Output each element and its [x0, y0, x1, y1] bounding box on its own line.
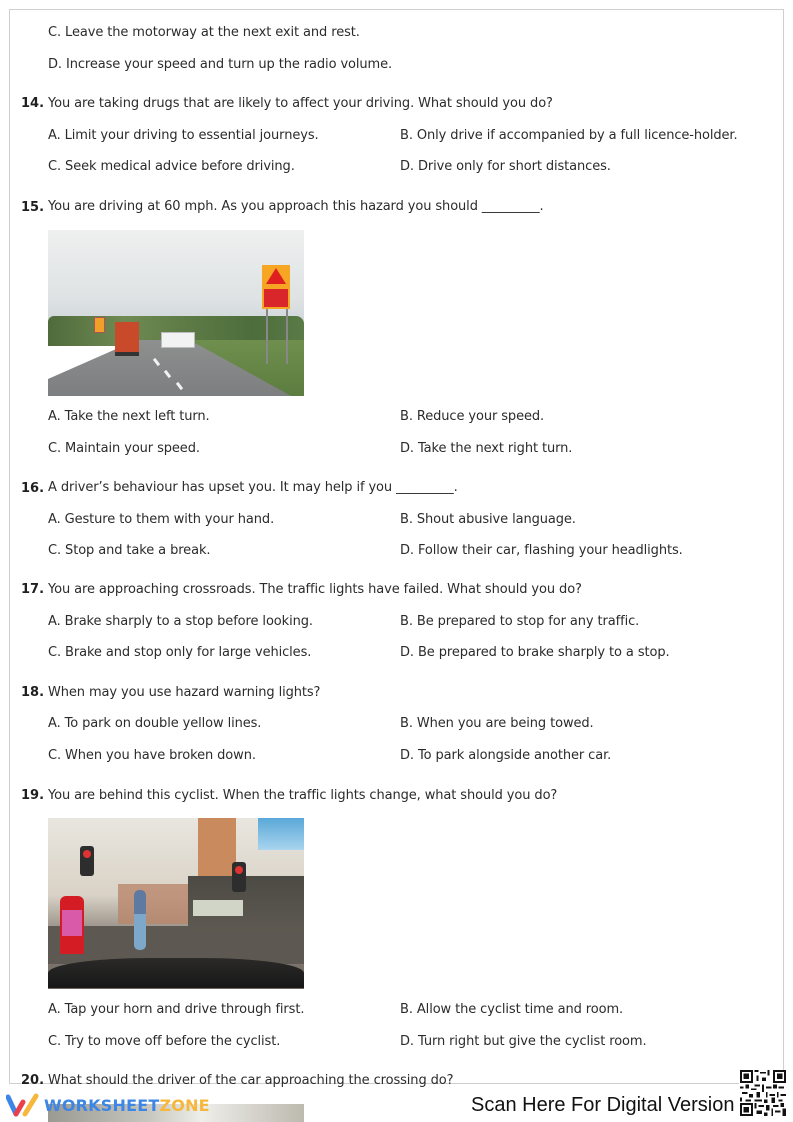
option-b: B. Only drive if accompanied by a full licence-holder.	[400, 128, 738, 143]
option-a: A. Brake sharply to a stop before looking.	[48, 614, 313, 629]
sign-post	[286, 309, 288, 364]
worksheetzone-logo[interactable]	[6, 1092, 210, 1118]
question-number: 14.	[21, 96, 45, 111]
cyclist	[134, 890, 146, 950]
question-text: What should the driver of the car approaching the crossing do?	[48, 1073, 454, 1088]
option-d: D. Be prepared to brake sharply to a stop.	[400, 645, 670, 660]
option-c: C. Maintain your speed.	[48, 441, 200, 456]
worksheetzone-logo-icon	[6, 1093, 40, 1117]
option-d: D. Follow their car, flashing your headlights.	[400, 543, 683, 558]
question-text: When may you use hazard warning lights?	[48, 685, 321, 700]
question-text: You are behind this cyclist. When the traffic lights change, what should you do?	[48, 788, 558, 803]
option-d: D. Take the next right turn.	[400, 441, 573, 456]
question-number: 19.	[21, 788, 45, 803]
option-a: A. Limit your driving to essential journeys.	[48, 128, 319, 143]
question-text: You are taking drugs that are likely to affect your driving. What should you do?	[48, 96, 553, 111]
van	[161, 332, 195, 348]
qr-code-icon[interactable]	[740, 1070, 786, 1116]
option-b: B. Be prepared to stop for any traffic.	[400, 614, 640, 629]
brand-name-part1: WORKSHEET	[44, 1095, 160, 1115]
option-c: C. Seek medical advice before driving.	[48, 159, 295, 174]
option-d: D. Turn right but give the cyclist room.	[400, 1034, 647, 1049]
option-b: B. When you are being towed.	[400, 716, 594, 731]
question-number: 17.	[21, 582, 45, 597]
option-c: C. Stop and take a break.	[48, 543, 211, 558]
question-text: You are approaching crossroads. The traffic lights have failed. What should you do?	[48, 582, 582, 597]
cyclist-photo	[48, 818, 304, 989]
photo-sky	[258, 818, 304, 850]
bus-window	[193, 900, 243, 916]
question-number: 18.	[21, 685, 45, 700]
car-dashboard	[48, 958, 304, 988]
brand-name-part2: ZONE	[159, 1095, 210, 1115]
option-c: C. Brake and stop only for large vehicles.	[48, 645, 312, 660]
option-a: A. To park on double yellow lines.	[48, 716, 262, 731]
traffic-light-icon	[80, 846, 94, 876]
traffic-light-icon	[232, 862, 246, 892]
question-number: 20.	[21, 1073, 45, 1088]
option-a: A. Tap your horn and drive through first.	[48, 1002, 305, 1017]
photo-building	[118, 884, 198, 924]
road-hazard-photo	[48, 230, 304, 396]
option-a: A. Gesture to them with your hand.	[48, 512, 275, 527]
scan-label: Scan Here For Digital Version	[471, 1094, 735, 1116]
postbox	[60, 896, 84, 954]
sign-post	[266, 309, 268, 364]
brand-name	[44, 1096, 210, 1115]
option-d: D. Drive only for short distances.	[400, 159, 611, 174]
reduce-speed-now-sign	[262, 287, 290, 309]
truck	[115, 322, 139, 356]
option-b: B. Allow the cyclist time and room.	[400, 1002, 624, 1017]
q13-option-c: C. Leave the motorway at the next exit and rest.	[48, 25, 360, 40]
q13-option-d: D. Increase your speed and turn up the radio volume.	[48, 57, 393, 72]
crossroads-warning-sign-icon	[262, 265, 290, 287]
option-b: B. Shout abusive language.	[400, 512, 576, 527]
option-d: D. To park alongside another car.	[400, 748, 612, 763]
question-text: You are driving at 60 mph. As you approach this hazard you should _________.	[48, 199, 544, 214]
option-b: B. Reduce your speed.	[400, 409, 545, 424]
question-number: 15.	[21, 200, 45, 215]
option-c: C. Try to move off before the cyclist.	[48, 1034, 281, 1049]
option-a: A. Take the next left turn.	[48, 409, 210, 424]
question-number: 16.	[21, 481, 45, 496]
question-text: A driver’s behaviour has upset you. It may help if you _________.	[48, 480, 458, 495]
option-c: C. When you have broken down.	[48, 748, 256, 763]
small-road-sign	[94, 317, 105, 333]
